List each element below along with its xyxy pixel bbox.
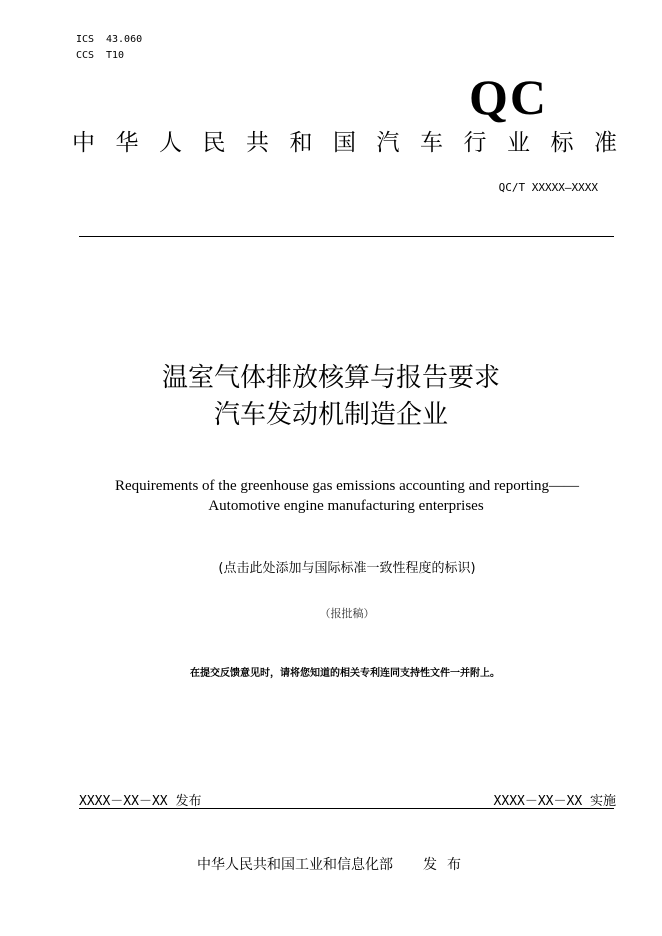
standard-name-char: 准 <box>594 130 617 156</box>
consistency-placeholder[interactable]: (点击此处添加与国际标准一致性程度的标识) <box>218 561 476 576</box>
implementation-date: XXXX－XX－XX 实施 <box>493 794 616 809</box>
standard-name-char: 车 <box>420 130 443 156</box>
issuing-authority <box>197 854 471 874</box>
standard-name-char: 和 <box>289 130 313 156</box>
title-en-line1: Requirements of the greenhouse gas emissions accounting and reporting—— <box>114 478 580 494</box>
header-divider <box>79 236 614 237</box>
standard-name-char: 中 <box>72 130 95 156</box>
title-cn-line2: 汽车发动机制造企业 <box>213 400 448 430</box>
standard-name-char: 华 <box>115 130 139 156</box>
ics-label: ICS <box>76 34 95 45</box>
ccs-value: T10 <box>106 50 125 61</box>
standard-name-char: 业 <box>507 130 530 156</box>
ccs-code <box>76 48 142 64</box>
standard-category-name <box>72 128 617 158</box>
issuer-action: 发布 <box>423 857 471 873</box>
standard-name-char: 人 <box>159 130 182 156</box>
ics-value: 43.060 <box>106 34 143 45</box>
ccs-label: CCS <box>76 50 95 61</box>
standard-name-char: 标 <box>550 130 574 156</box>
title-en-line2: Automotive engine manufacturing enterprises <box>208 498 484 514</box>
title-cn-line1: 温室气体排放核算与报告要求 <box>161 363 500 393</box>
standard-name-char: 民 <box>202 130 226 156</box>
standard-name-char: 国 <box>333 130 356 156</box>
qc-logo: QC <box>469 69 548 125</box>
footer-divider <box>79 808 614 809</box>
ics-code <box>76 32 142 48</box>
classification-codes <box>76 32 142 64</box>
patent-notice: 在提交反馈意见时，请将您知道的相关专利连同支持性文件一并附上。 <box>190 668 500 679</box>
standard-number: QC/T XXXXX—XXXX <box>498 181 598 194</box>
issuer-name: 中华人民共和国工业和信息化部 <box>197 857 393 873</box>
standard-name-char: 行 <box>463 130 487 156</box>
draft-status: （报批稿） <box>319 607 375 620</box>
standard-name-char: 汽 <box>376 130 400 156</box>
standard-name-char: 共 <box>246 130 269 156</box>
issue-date: XXXX－XX－XX 发布 <box>79 794 202 809</box>
